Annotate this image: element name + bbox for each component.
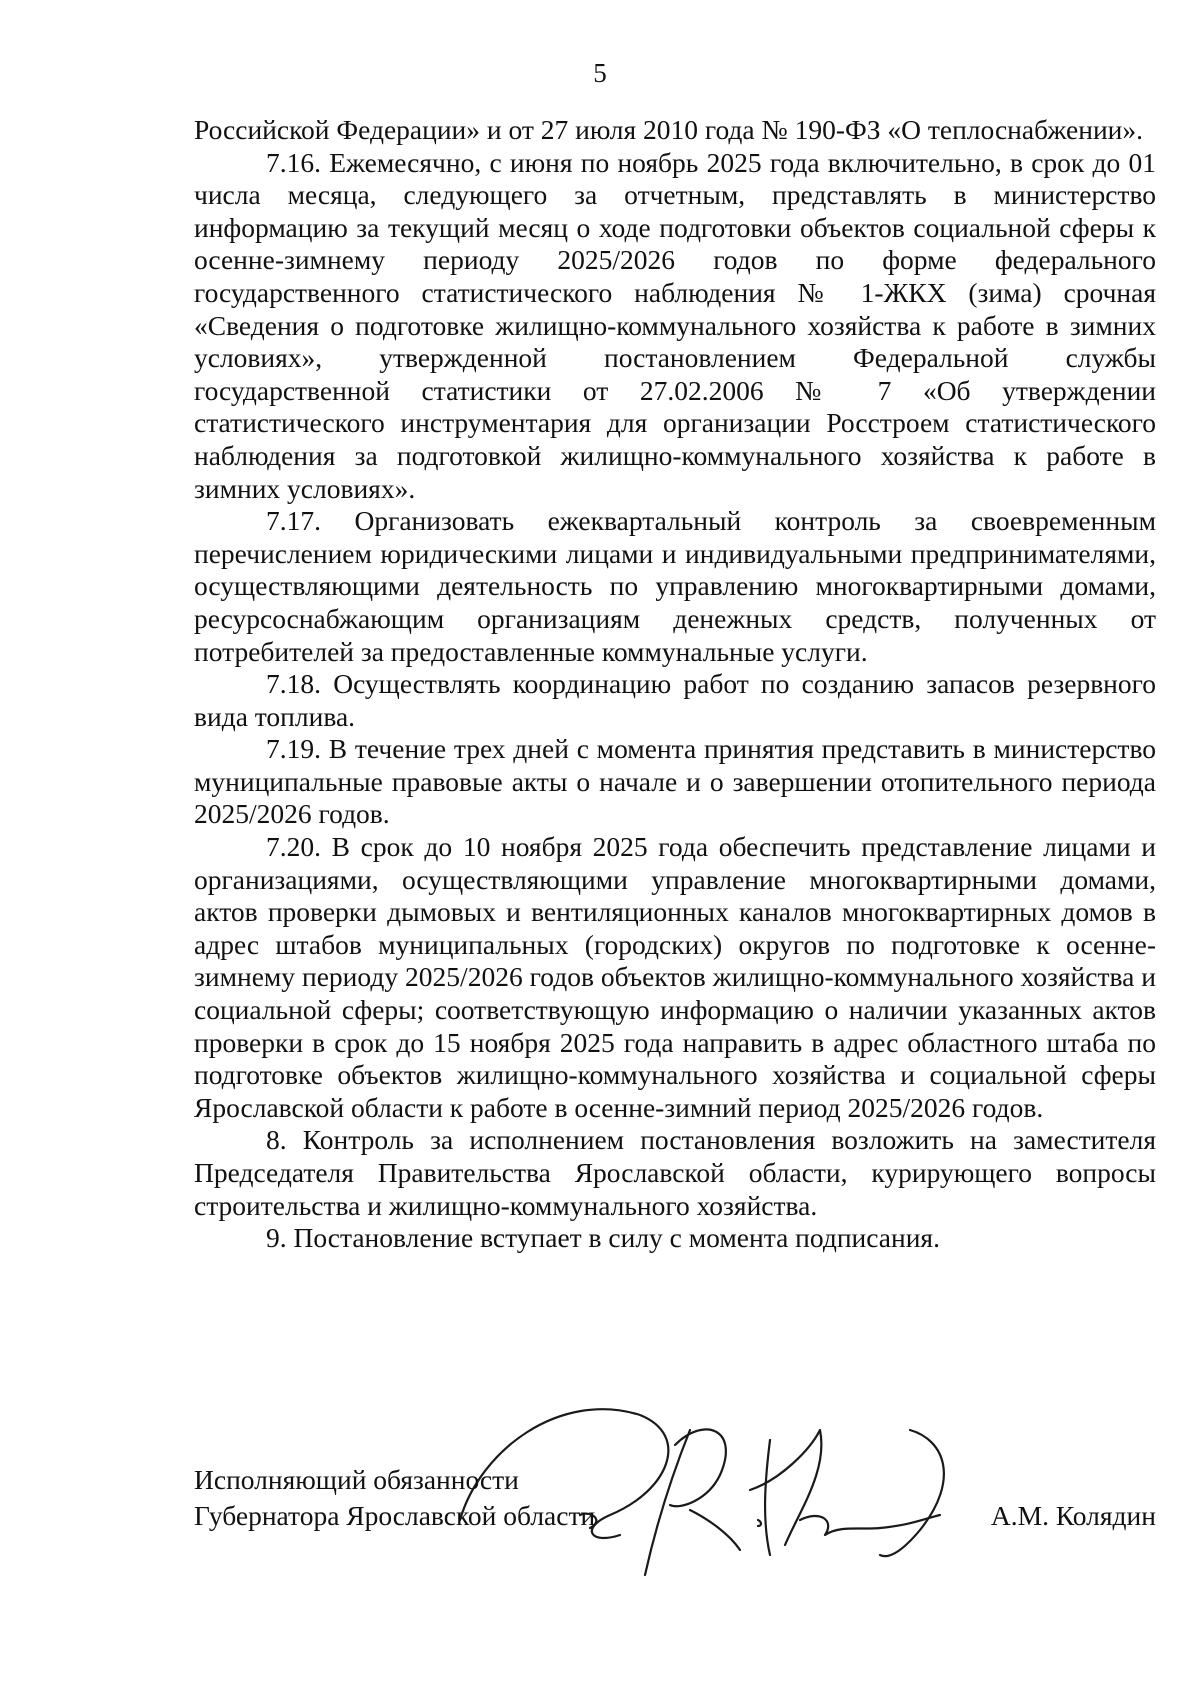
signatory-position-line2: Губернатора Ярославской области — [194, 1500, 596, 1531]
signature-block — [194, 1462, 1156, 1534]
paragraph-7-19: 7.19. В течение трех дней с момента принятия представить в министерство муниципальные правовые акты о начале и о завершении отопительного периода 2025/2026 годов. — [194, 733, 1156, 830]
paragraph-7-16: 7.16. Ежемесячно, с июня по ноябрь 2025 года включительно, в срок до 01 числа месяца, следующего за отчетным, представлять в министерство информацию за текущий месяц о ходе подготовки объектов социальной сферы к осенне-зимнему периоду 2025/2026 годов по форме федерального государственного статистического наблюдения № 1-ЖКХ (зима) срочная «Сведения о подготовке жилищно-коммунального хозяйства к работе в зимних условиях», утвержденной постановлением Федеральной службы государственной статистики от 27.02.2006 № 7 «Об утверждении статистического инструментария для организации Росстроем статистического наблюдения за подготовкой жилищно-коммунального хозяйства к работе в зимних условиях». — [194, 146, 1156, 504]
paragraph-7-20: 7.20. В срок до 10 ноября 2025 года обеспечить представление лицами и организациями, осуществляющими управление многоквартирными домами, актов проверки дымовых и вентиляционных каналов многоквартирных домов в адрес штабов муниципальных (городских) округов по подготовке к осенне-зимнему периоду 2025/2026 годов объектов жилищно-коммунального хозяйства и социальной сферы; соответствующую информацию о наличии указанных актов проверки в срок до 15 ноября 2025 года направить в адрес областного штаба по подготовке объектов жилищно-коммунального хозяйства и социальной сферы Ярославской области к работе в осенне-зимний период 2025/2026 годов. — [194, 831, 1156, 1123]
paragraph-9: 9. Постановление вступает в силу с момента подписания. — [266, 1222, 940, 1254]
paragraph-continuation: Российской Федерации» и от 27 июля 2010 года № 190-ФЗ «О теплоснабжении». — [194, 114, 1144, 145]
paragraph-7-18: 7.18. Осуществлять координацию работ по созданию запасов резервного вида топлива. — [194, 668, 1156, 732]
signatory-name: А.М. Колядин — [990, 1500, 1156, 1531]
document-body — [194, 114, 1156, 1255]
signatory-position-line1: Исполняющий обязанности — [194, 1464, 519, 1495]
paragraph-7-17: 7.17. Организовать ежеквартальный контроль за своевременным перечислением юридическими лицами и индивидуальными предпринимателями, осуществляющими деятельность по управлению многоквартирными домами, ресурсоснабжающим организациям денежных средств, полученных от потребителей за предоставленные коммунальные услуги. — [194, 505, 1156, 667]
paragraph-8: 8. Контроль за исполнением постановления возложить на заместителя Председателя Правительства Ярославской области, курирующего вопросы строительства и жилищно-коммунального хозяйства. — [194, 1124, 1156, 1221]
page-number: 5 — [593, 58, 607, 88]
